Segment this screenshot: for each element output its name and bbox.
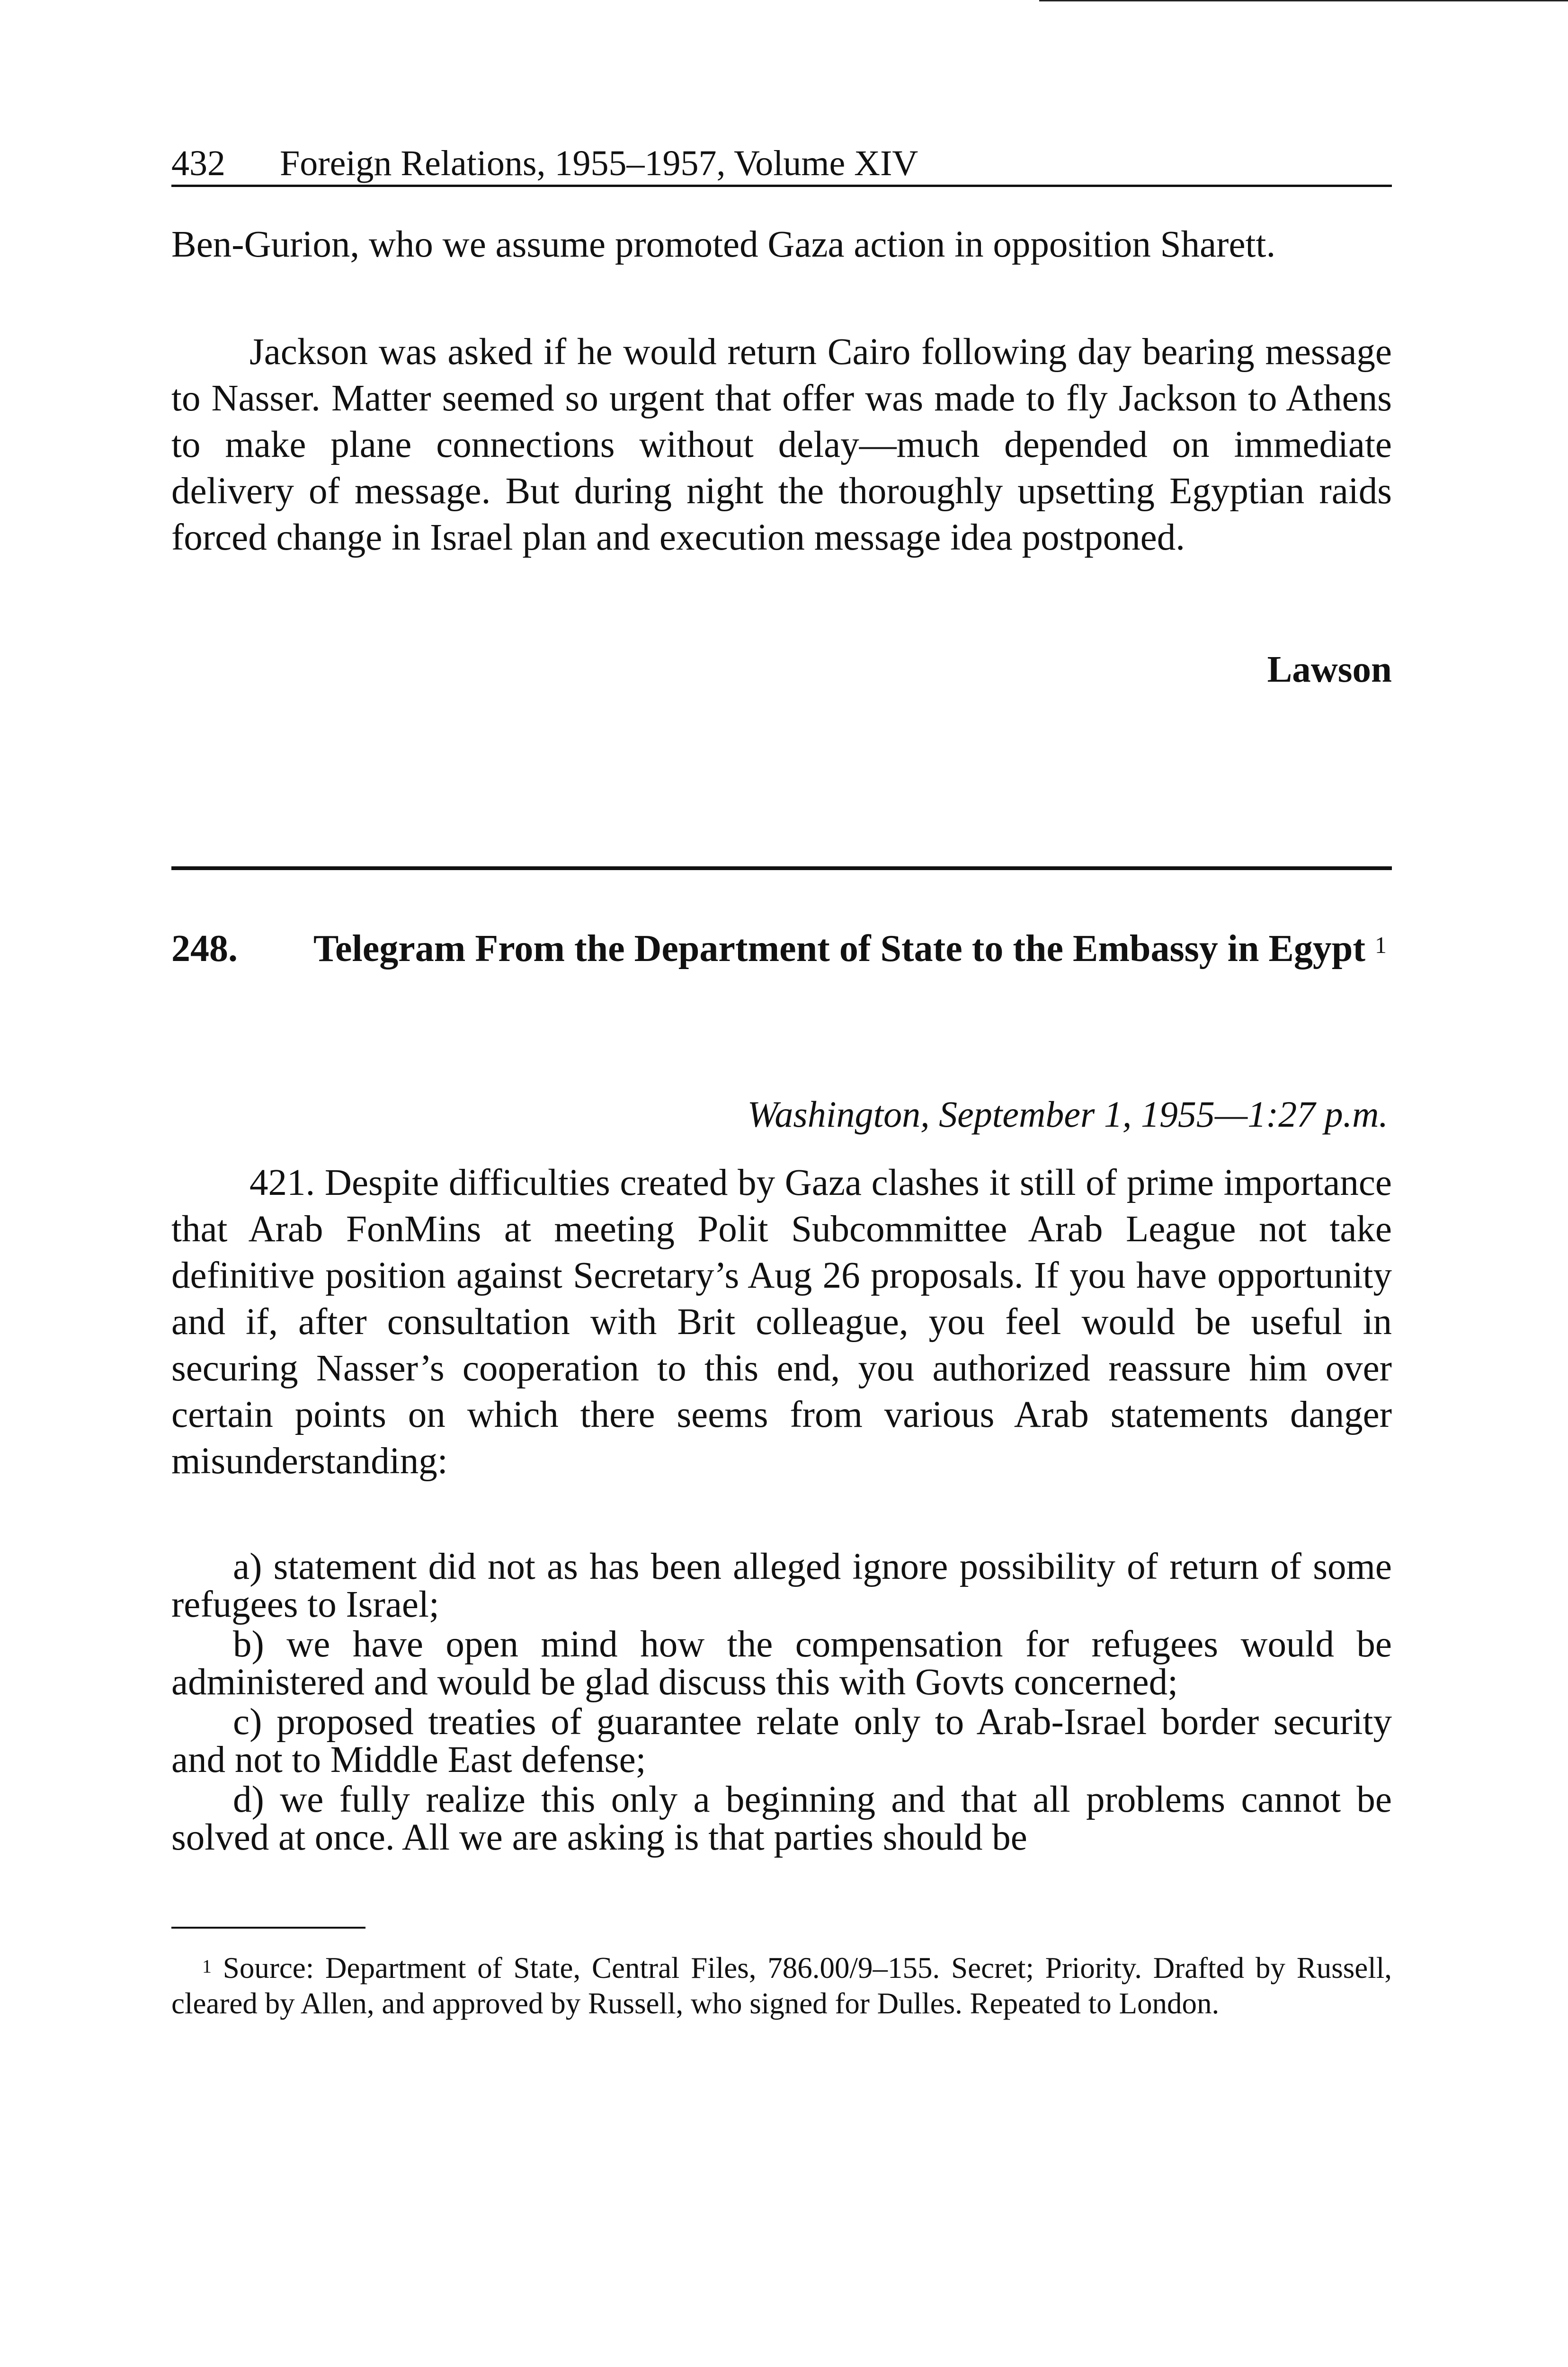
signature-lawson: Lawson	[1267, 649, 1392, 690]
point-c: c) proposed treaties of guarantee relate only to Arab-Israel border security and not to Middle East defense;	[171, 1701, 1392, 1780]
continuation-paragraph-1: Ben-Gurion, who we assume promoted Gaza action in opposition Sharett.	[171, 224, 1276, 265]
footnote-text: Source: Department of State, Central Files, 786.00/9–155. Secret; Priority. Drafted by Russell, cleared by Allen, and approved by Russell, who signed for Dulles. Repeated to London.	[171, 1951, 1392, 2020]
telegram-body	[171, 1160, 1392, 1485]
document-heading	[171, 925, 1392, 972]
point-d: d) we fully realize this only a beginning and that all problems cannot be solved at once. All we are asking is that parties should be	[171, 1779, 1392, 1858]
document-number: 248.	[171, 928, 238, 970]
continuation-text	[171, 222, 1392, 268]
dateline: Washington, September 1, 1955—1:27 p.m.	[747, 1094, 1388, 1135]
section-divider	[171, 866, 1392, 870]
points-list	[171, 1548, 1392, 1859]
document-title: Telegram From the Department of State to the Embassy in Egypt	[313, 928, 1365, 970]
continuation-text-2	[171, 329, 1392, 561]
footnote	[171, 1950, 1392, 2021]
document-page	[171, 0, 1392, 2367]
point-b: b) we have open mind how the compensation for refugees would be administered and would be glad discuss this with Govts concerned;	[171, 1624, 1392, 1703]
telegram-paragraph: 421. Despite difficulties created by Gaza clashes it still of prime importance that Arab FonMins at meeting Polit Subcommittee Arab League not take definitive position against Secretary’s Aug 26 proposals. If you have opportunity and if, after consultation with Brit colleague, you feel would be useful in securing Nasser’s cooperation to this end, you authorized reassure him over certain points on which there seems from various Arab statements danger misunderstanding:	[171, 1162, 1392, 1482]
footnote-number: 1	[202, 1956, 212, 1977]
running-head	[171, 142, 1392, 187]
running-head-title: Foreign Relations, 1955–1957, Volume XIV	[280, 143, 918, 183]
point-a: a) statement did not as has been alleged ignore possibility of return of some refugees to Israel;	[171, 1546, 1392, 1625]
footnote-reference: 1	[1375, 932, 1387, 958]
footnote-divider	[171, 1927, 365, 1929]
page-number: 432	[171, 143, 225, 183]
continuation-paragraph-2: Jackson was asked if he would return Cairo following day bearing message to Nasser. Matter seemed so urgent that offer was made to fly Jackson to Athens to make plane connections without delay—much depended on immediate delivery of message. But during night the thoroughly upsetting Egyptian raids forced change in Israel plan and execution message idea postponed.	[171, 331, 1392, 558]
document-title-wrap	[313, 925, 1392, 972]
